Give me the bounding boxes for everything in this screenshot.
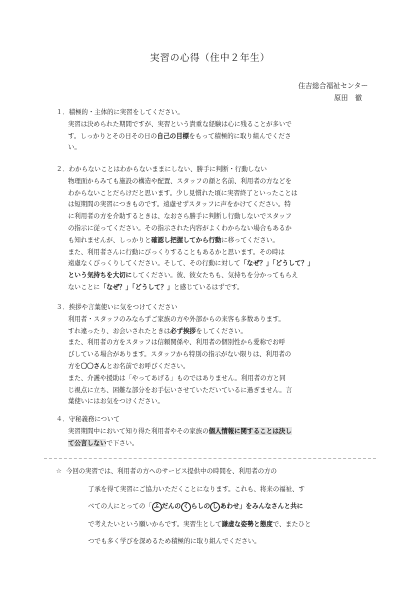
section-3-heading: ３．挨拶や言葉使いに気をつけてください bbox=[56, 303, 178, 311]
text-run: で、またひと bbox=[272, 519, 311, 528]
emphasis-text: て公言しない bbox=[68, 438, 107, 447]
document-title: 実習の心得（住中２年生） bbox=[149, 53, 270, 64]
section-3-line bbox=[68, 326, 384, 338]
section-2-line: わからないことだらけだと思います。少し見慣れた頃に実習終了といったことは bbox=[68, 188, 298, 197]
note-line: 了承を得て実習にご協力いただくことになります。これも、将来の福祉、す bbox=[88, 484, 305, 493]
section-2-line: に利用者の方を介助するときは、なおさら勝手に判断し行動しないでスタッフ bbox=[68, 212, 292, 221]
emphasis-text: 「なぜ？」「どうして？」 bbox=[99, 282, 174, 291]
star-icon: ☆ bbox=[56, 467, 62, 475]
section-2-line bbox=[68, 270, 384, 282]
section-2-line: は短期間の実習につきものです。遠慮せずスタッフに声をかけてください。特 bbox=[68, 200, 291, 209]
circled-char: し bbox=[210, 502, 220, 512]
text-run: 今回の実習では、利用者の方へのサービス提供中の時間を、利用者の方の bbox=[66, 467, 277, 475]
text-run: で下さい。 bbox=[106, 438, 139, 447]
divider bbox=[44, 458, 376, 459]
section-1-line: 実習は決められた期間ですが、実習という貴重な経験は心に残ることが多いで bbox=[68, 119, 292, 128]
section-2-line: また、利用者さんに行動にびっくりすることもあるかと思います。その時は bbox=[68, 247, 285, 256]
text-run: も知れませんが、しっかりと bbox=[68, 235, 152, 244]
section-1 bbox=[44, 107, 384, 154]
text-run: ないことに bbox=[68, 282, 100, 291]
section-4-line bbox=[68, 426, 384, 438]
section-2-line: 物理面からみても施設の構造や配置、スタッフの顔と名前、利用者の方などを bbox=[68, 176, 292, 185]
author-name: 原田 徹 bbox=[334, 94, 362, 102]
section-1-line bbox=[68, 131, 384, 143]
text-run: す。しっかりとその日その日の bbox=[68, 131, 157, 140]
organization-name: 住吉総合福祉センター bbox=[298, 82, 368, 90]
circled-char: く bbox=[181, 502, 191, 512]
section-4 bbox=[44, 414, 384, 449]
text-run: と感じているはずです。 bbox=[173, 282, 244, 291]
section-4-line bbox=[68, 438, 384, 450]
closing-note bbox=[44, 463, 389, 551]
section-2-body bbox=[44, 176, 384, 294]
text-run: に移ってください。 bbox=[221, 235, 279, 244]
emphasis-text: 謙虚な姿勢と態度 bbox=[221, 519, 273, 528]
section-2 bbox=[44, 164, 384, 294]
note-line bbox=[44, 498, 389, 516]
section-3-line: びしている場合があります。スタッフから特別の指示がない限りは、利用者の bbox=[68, 350, 292, 359]
note-line bbox=[44, 516, 389, 534]
text-run: をもって積極的に取り組んでくださ bbox=[188, 131, 292, 140]
text-run: してください。彼、彼女たちも、気持ちを分かってもらえ bbox=[131, 271, 299, 280]
section-3-line: 葉使いにはお気をつけください。 bbox=[68, 397, 164, 406]
section-2-line bbox=[68, 258, 384, 270]
circled-char: ふ bbox=[152, 502, 162, 512]
text-run: べての人にとっての「 bbox=[88, 502, 152, 510]
emphasis-text: 「なぜ？」「どうして？」 bbox=[240, 259, 314, 268]
text-run: すれ違ったり、お会いされたときは bbox=[68, 326, 171, 335]
text-run: 遠慮なくびっくりしてください。そして、その行動に対して bbox=[68, 259, 241, 268]
section-2-line bbox=[68, 235, 384, 247]
author-block bbox=[298, 80, 368, 104]
emphasis-text: あわせ」をみんなさんと共に bbox=[220, 502, 304, 510]
text-run: をしてください。 bbox=[195, 326, 247, 335]
section-3-line bbox=[68, 361, 384, 373]
section-2-line: の指示に従ってください。その指示された内容がよくわからない場合もあるか bbox=[68, 223, 292, 232]
emphasis-text: だんの bbox=[161, 502, 181, 510]
text-run: 実習期間中において知り得た利用者やその家族の bbox=[68, 426, 209, 435]
section-2-line bbox=[68, 282, 384, 294]
text-run: とお名前でお呼びください。 bbox=[106, 361, 190, 370]
note-line: つでも多く学びを深めるため積極的に取り組んでください。 bbox=[88, 537, 261, 545]
emphasis-text: らしの bbox=[190, 502, 211, 510]
emphasis-text: 必ず挨拶 bbox=[170, 326, 196, 335]
emphasis-text: 確認し把握してから行動 bbox=[151, 235, 222, 244]
text-run: 方を bbox=[68, 361, 81, 370]
section-3 bbox=[44, 302, 384, 408]
section-3-line: じ視点に立ち、困難な部分をお手伝いさせていただいているに過ぎません。言 bbox=[68, 385, 293, 394]
section-3-line: また、介護や援助は「やってあげる」ものではありません。利用者の方と同 bbox=[68, 373, 286, 382]
emphasis-text: 自己の目標 bbox=[156, 131, 189, 140]
section-3-body bbox=[44, 314, 384, 408]
emphasis-text: 〇〇さん bbox=[80, 361, 107, 370]
emphasis-text: 個人情報に関することは決し bbox=[208, 426, 292, 435]
section-3-line: また、利用者の方をスタッフは信頼関係や、利用者の個別性から愛称でお呼 bbox=[68, 338, 286, 347]
section-4-heading: ４．守秘義務について bbox=[56, 415, 120, 423]
text-run: で考えたいという願いからです。実習生として bbox=[88, 519, 222, 528]
section-3-line: 利用者・スタッフのみならずご家族の方や外部からの来客も多数あります。 bbox=[68, 314, 285, 323]
section-1-line: い。 bbox=[68, 143, 81, 152]
section-1-heading: １．積極的・主体的に実習をしてください。 bbox=[56, 108, 184, 116]
note-line bbox=[44, 463, 389, 481]
section-4-body bbox=[44, 426, 384, 450]
emphasis-text: という気持ちを大切に bbox=[68, 271, 132, 280]
section-2-heading: ２．わからないことはわからないままにしない、勝手に判断・行動しない bbox=[56, 165, 267, 173]
section-1-body bbox=[44, 119, 384, 154]
